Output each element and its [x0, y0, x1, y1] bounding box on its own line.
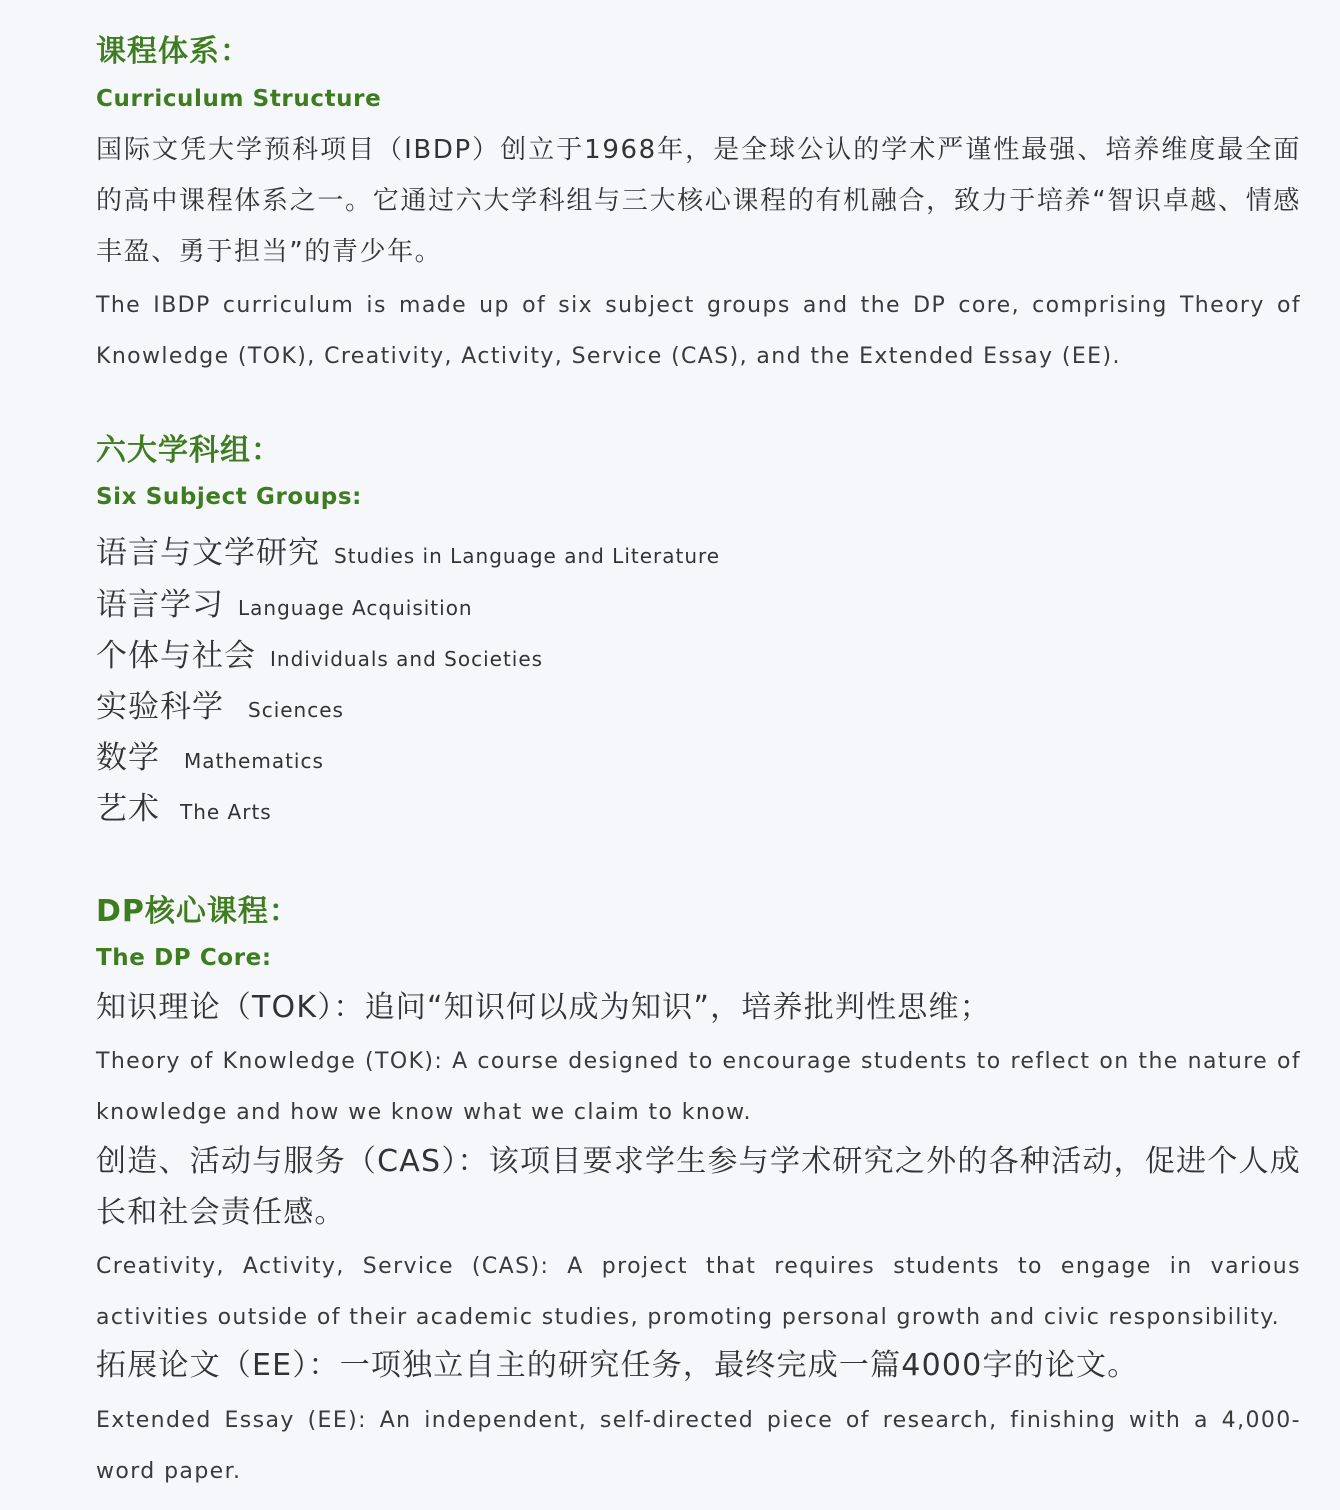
subjects-heading-cn: 六大学科组： — [96, 433, 282, 468]
subject-item — [96, 783, 272, 828]
subject-item — [96, 579, 473, 624]
core-heading-cn: DP核心课程： — [96, 894, 300, 929]
curriculum-heading-cn: 课程体系： — [96, 34, 251, 69]
cas-description-en: Creativity, Activity, Service (CAS): A project that requires students to engage in various activities outside of their academic studies, promoting personal growth and civic responsibility. — [96, 1254, 1301, 1330]
ee-description-en: Extended Essay (EE): An independent, self-directed piece of research, finishing with a 4,000-word paper. — [96, 1408, 1301, 1484]
curriculum-heading-en: Curriculum Structure — [96, 86, 382, 112]
subject-name-cn: 实验科学 — [96, 689, 224, 725]
subject-item — [96, 732, 324, 777]
subject-name-en: Individuals and Societies — [270, 647, 544, 671]
subject-name-en: The Arts — [180, 800, 272, 824]
curriculum-paragraph-en: The IBDP curriculum is made up of six subject groups and the DP core, comprising Theory of Knowledge (TOK), Creativity, Activity, Service (CAS), and the Extended Essay (EE). — [96, 293, 1301, 369]
subjects-heading-en: Six Subject Groups: — [96, 484, 362, 510]
tok-description-en: Theory of Knowledge (TOK): A course designed to encourage students to reflect on the nature of knowledge and how we know what we claim to know. — [96, 1049, 1301, 1125]
subject-name-cn: 语言与文学研究 — [96, 535, 320, 571]
core-heading-en: The DP Core: — [96, 945, 272, 971]
subject-name-en: Language Acquisition — [238, 596, 473, 620]
subject-name-cn: 数学 — [96, 740, 160, 776]
curriculum-paragraph-cn: 国际文凭大学预科项目（IBDP）创立于1968年，是全球公认的学术严谨性最强、培养维度最全面的高中课程体系之一。它通过六大学科组与三大核心课程的有机融合，致力于培养“智识卓越、情感丰盈、勇于担当”的青少年。 — [96, 135, 1301, 267]
subject-name-en: Sciences — [248, 698, 344, 722]
subject-name-en: Studies in Language and Literature — [334, 544, 721, 568]
subject-name-cn: 艺术 — [96, 791, 160, 827]
tok-description-cn: 知识理论（TOK）：追问“知识何以成为知识”，培养批判性思维； — [96, 990, 991, 1025]
subject-item — [96, 681, 344, 726]
subject-name-cn: 个体与社会 — [96, 638, 256, 674]
subject-name-cn: 语言学习 — [96, 587, 224, 623]
subject-item — [96, 527, 720, 572]
subject-item — [96, 630, 543, 675]
subject-name-en: Mathematics — [184, 749, 324, 773]
ee-description-cn: 拓展论文（EE）：一项独立自主的研究任务，最终完成一篇4000字的论文。 — [96, 1348, 1139, 1383]
cas-description-cn: 创造、活动与服务（CAS）：该项目要求学生参与学术研究之外的各种活动，促进个人成长和社会责任感。 — [96, 1144, 1301, 1230]
